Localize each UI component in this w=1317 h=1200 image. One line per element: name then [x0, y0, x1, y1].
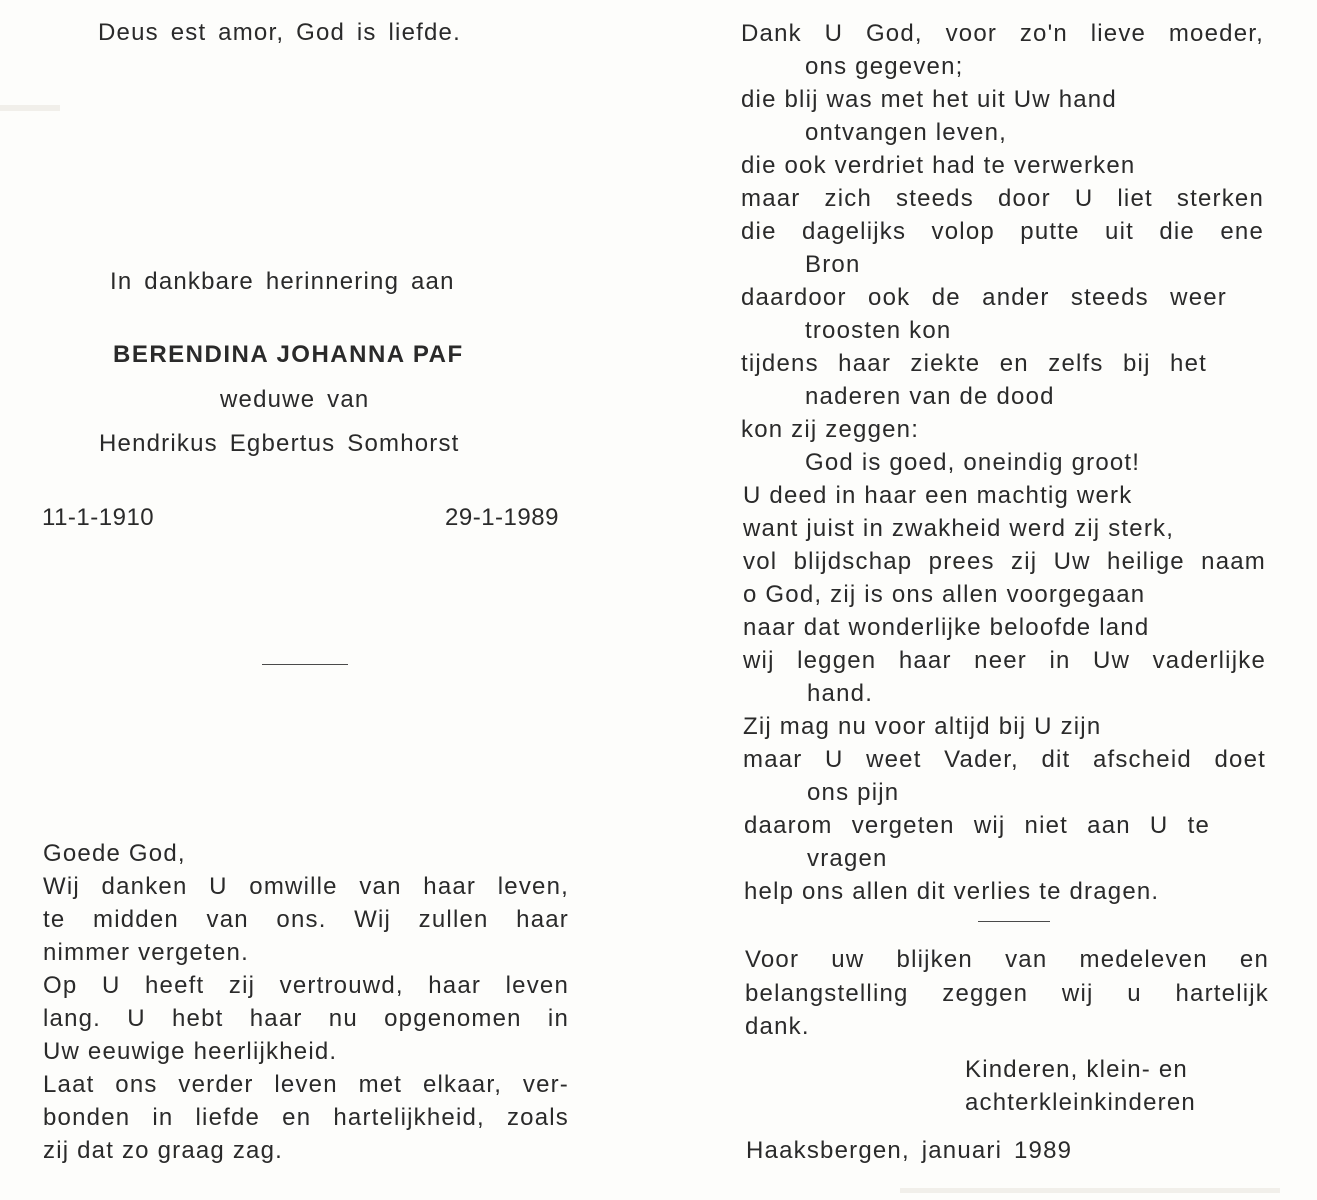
poem-line: U deed in haar een machtig werk — [743, 482, 1133, 509]
intro-text: In dankbare herinnering aan — [110, 268, 455, 295]
prayer-line: Goede God, — [43, 840, 186, 867]
prayer-line: lang. U hebt haar nu opgenomen in — [43, 1005, 569, 1032]
thanks-line: Voor uw blijken van medeleven en — [745, 946, 1269, 973]
right-panel — [640, 0, 1317, 1200]
poem-line: wij leggen haar neer in Uw vaderlijke — [743, 647, 1266, 674]
prayer-line: Op U heeft zij vertrouwd, haar leven — [43, 972, 569, 999]
poem-line: ons gegeven; — [805, 53, 964, 80]
thanks-line: dank. — [745, 1013, 810, 1040]
poem-line: God is goed, oneindig groot! — [805, 449, 1141, 476]
death-date: 29-1-1989 — [445, 504, 559, 531]
poem-line: Bron — [805, 251, 861, 278]
poem-line: Zij mag nu voor altijd bij U zijn — [743, 713, 1102, 740]
poem-line: want juist in zwakheid werd zij sterk, — [743, 515, 1175, 542]
thanks-line: belangstelling zeggen wij u hartelijk — [745, 980, 1269, 1007]
poem-line: maar U weet Vader, dit afscheid doet — [743, 746, 1266, 773]
prayer-line: Laat ons verder leven met elkaar, ver- — [43, 1071, 569, 1098]
poem-line: naderen van de dood — [805, 383, 1055, 410]
poem-line: Dank U God, voor zo'n lieve moeder, — [741, 20, 1264, 47]
left-panel — [0, 0, 640, 1200]
prayer-line: Uw eeuwige heerlijkheid. — [43, 1038, 338, 1065]
poem-line: help ons allen dit verlies te dragen. — [744, 878, 1160, 905]
poem-line: naar dat wonderlijke beloofde land — [743, 614, 1150, 641]
prayer-line: bonden in liefde en hartelijkheid, zoals — [43, 1104, 569, 1131]
motto: Deus est amor, God is liefde. — [98, 19, 461, 46]
poem-line: daardoor ook de ander steeds weer — [741, 284, 1227, 311]
prayer-line: nimmer vergeten. — [43, 939, 249, 966]
poem-line: daarom vergeten wij niet aan U te — [744, 812, 1210, 839]
widow-of-text: weduwe van — [220, 386, 370, 413]
poem-line: maar zich steeds door U liet sterken — [741, 185, 1264, 212]
poem-line: o God, zij is ons allen voorgegaan — [743, 581, 1146, 608]
prayer-line: te midden van ons. Wij zullen haar — [43, 906, 569, 933]
prayer-line: Wij danken U omwille van haar leven, — [43, 873, 569, 900]
poem-line: vol blijdschap prees zij Uw heilige naam — [743, 548, 1266, 575]
poem-line: die dagelijks volop putte uit die ene — [741, 218, 1264, 245]
place-date: Haaksbergen, januari 1989 — [746, 1137, 1073, 1164]
poem-line: ons pijn — [807, 779, 900, 806]
poem-line: die blij was met het uit Uw hand — [741, 86, 1117, 113]
deceased-name: BERENDINA JOHANNA PAF — [113, 341, 464, 368]
poem-line: ontvangen leven, — [805, 119, 1008, 146]
poem-line: die ook verdriet had te verwerken — [741, 152, 1136, 179]
poem-line: vragen — [807, 845, 888, 872]
husband-name: Hendrikus Egbertus Somhorst — [99, 430, 460, 457]
signature-line: achterkleinkinderen — [965, 1089, 1196, 1116]
poem-line: hand. — [807, 680, 874, 707]
divider — [262, 664, 348, 665]
divider — [978, 921, 1050, 922]
poem-line: troosten kon — [805, 317, 952, 344]
poem-line: kon zij zeggen: — [741, 416, 920, 443]
signature-line: Kinderen, klein- en — [965, 1056, 1188, 1083]
prayer-line: zij dat zo graag zag. — [43, 1137, 283, 1164]
birth-date: 11-1-1910 — [42, 504, 155, 531]
poem-line: tijdens haar ziekte en zelfs bij het — [741, 350, 1207, 377]
